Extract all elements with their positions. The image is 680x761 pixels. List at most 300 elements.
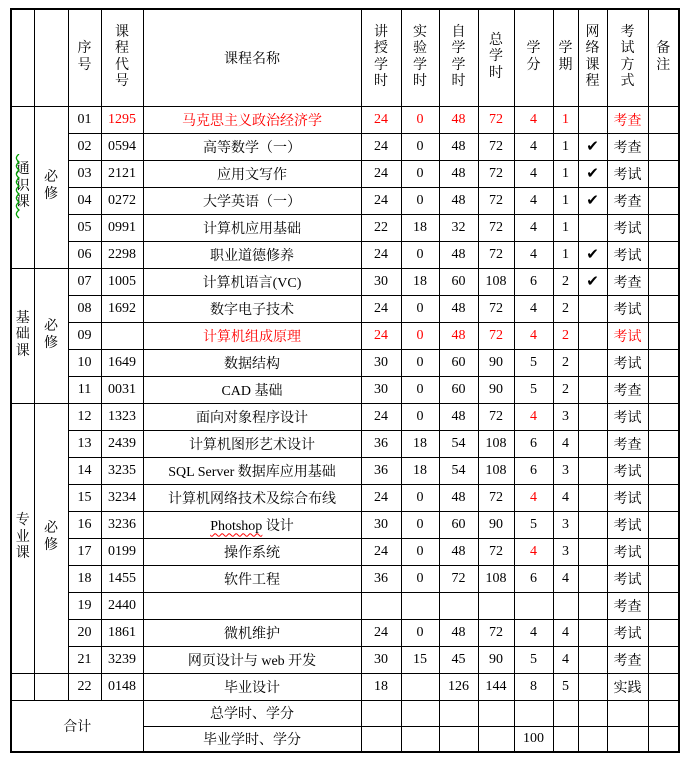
credit-cell: 4 xyxy=(514,160,553,187)
course-name-cell: 软件工程 xyxy=(143,565,361,592)
seq-cell: 19 xyxy=(68,592,101,619)
lab-hours-cell: 0 xyxy=(401,619,439,646)
seq-cell: 22 xyxy=(68,673,101,700)
code-cell: 1005 xyxy=(101,268,143,295)
type-header-cell xyxy=(34,9,68,106)
lecture-hours-cell: 24 xyxy=(361,619,401,646)
seq-cell: 09 xyxy=(68,322,101,349)
course-name-cell: 高等数学（一） xyxy=(143,133,361,160)
lecture-hours-cell: 24 xyxy=(361,295,401,322)
total-hours-cell: 72 xyxy=(478,241,514,268)
note-cell xyxy=(648,376,679,403)
seq-cell: 02 xyxy=(68,133,101,160)
online-course-cell xyxy=(578,511,607,538)
category-header-cell xyxy=(11,9,34,106)
footer-exam-cell xyxy=(607,700,648,726)
lab-hours-cell: 0 xyxy=(401,160,439,187)
exam-type-cell: 考试 xyxy=(607,484,648,511)
lab-hours-header-label: 实验学时 xyxy=(413,24,427,90)
total-hours-cell: 108 xyxy=(478,565,514,592)
credit-header xyxy=(514,9,553,106)
code-cell: 0272 xyxy=(101,187,143,214)
seq-cell: 17 xyxy=(68,538,101,565)
term-cell: 1 xyxy=(553,187,578,214)
footer-credit-cell: 100 xyxy=(514,726,553,752)
seq-cell: 08 xyxy=(68,295,101,322)
note-cell xyxy=(648,268,679,295)
self-study-hours-cell: 72 xyxy=(439,565,478,592)
course-row xyxy=(11,214,679,241)
lab-hours-cell xyxy=(401,673,439,700)
seq-cell: 13 xyxy=(68,430,101,457)
footer-self-cell xyxy=(439,726,478,752)
note-cell xyxy=(648,403,679,430)
course-type-cell xyxy=(34,106,68,268)
self-study-hours-cell: 126 xyxy=(439,673,478,700)
note-cell xyxy=(648,484,679,511)
online-course-cell xyxy=(578,484,607,511)
course-row xyxy=(11,322,679,349)
course-name-cell: 数字电子技术 xyxy=(143,295,361,322)
credit-cell: 5 xyxy=(514,511,553,538)
note-cell xyxy=(648,241,679,268)
self-study-hours-cell: 48 xyxy=(439,133,478,160)
self-study-hours-cell: 48 xyxy=(439,619,478,646)
lecture-hours-cell: 24 xyxy=(361,484,401,511)
online-course-cell xyxy=(578,187,607,214)
term-cell: 2 xyxy=(553,268,578,295)
lecture-hours-cell: 30 xyxy=(361,268,401,295)
lab-hours-cell: 0 xyxy=(401,565,439,592)
note-cell xyxy=(648,322,679,349)
course-type-cell xyxy=(34,673,68,700)
lab-hours-cell xyxy=(401,592,439,619)
course-type-label: 必修 xyxy=(44,170,58,202)
code-cell: 3235 xyxy=(101,457,143,484)
total-hours-cell: 72 xyxy=(478,403,514,430)
lab-hours-cell: 18 xyxy=(401,214,439,241)
footer-credit-cell xyxy=(514,700,553,726)
footer-row-total xyxy=(11,700,679,726)
footer-total-cell xyxy=(478,726,514,752)
grammar-squiggle-icon xyxy=(14,154,20,220)
footer-note-cell xyxy=(648,700,679,726)
lecture-hours-cell: 24 xyxy=(361,160,401,187)
exam-type-cell: 考试 xyxy=(607,322,648,349)
exam-type-cell: 考查 xyxy=(607,646,648,673)
online-course-cell xyxy=(578,160,607,187)
seq-cell: 15 xyxy=(68,484,101,511)
total-hours-cell: 72 xyxy=(478,619,514,646)
course-name-cell: 马克思主义政治经济学 xyxy=(143,106,361,133)
exam-type-cell: 考查 xyxy=(607,133,648,160)
seq-cell: 05 xyxy=(68,214,101,241)
lecture-hours-cell xyxy=(361,592,401,619)
course-row xyxy=(11,106,679,133)
credit-cell: 6 xyxy=(514,565,553,592)
code-cell: 2298 xyxy=(101,241,143,268)
term-cell: 3 xyxy=(553,457,578,484)
total-hours-cell: 72 xyxy=(478,160,514,187)
code-cell: 0594 xyxy=(101,133,143,160)
course-row xyxy=(11,484,679,511)
credit-cell: 4 xyxy=(514,214,553,241)
total-hours-cell xyxy=(478,592,514,619)
lab-hours-cell: 0 xyxy=(401,484,439,511)
credit-cell: 4 xyxy=(514,322,553,349)
code-cell: 0031 xyxy=(101,376,143,403)
code-header-label: 课程代号 xyxy=(115,24,129,90)
online-course-cell xyxy=(578,619,607,646)
lecture-hours-cell: 24 xyxy=(361,322,401,349)
lecture-hours-cell: 24 xyxy=(361,538,401,565)
course-name-cell: SQL Server 数据库应用基础 xyxy=(143,457,361,484)
self-study-hours-header xyxy=(439,9,478,106)
lab-hours-cell: 0 xyxy=(401,241,439,268)
online-course-cell xyxy=(578,268,607,295)
check-icon: ✔ xyxy=(586,191,599,209)
footer-total-cell xyxy=(478,700,514,726)
code-header xyxy=(101,9,143,106)
note-cell xyxy=(648,214,679,241)
credit-cell: 6 xyxy=(514,430,553,457)
course-name-cell xyxy=(143,592,361,619)
online-course-header xyxy=(578,9,607,106)
self-study-hours-cell: 48 xyxy=(439,187,478,214)
lecture-hours-cell: 30 xyxy=(361,349,401,376)
credit-cell: 5 xyxy=(514,646,553,673)
note-cell xyxy=(648,592,679,619)
self-study-hours-cell: 48 xyxy=(439,538,478,565)
course-type-label: 必修 xyxy=(44,318,58,351)
lab-hours-cell: 18 xyxy=(401,457,439,484)
self-study-hours-cell: 48 xyxy=(439,295,478,322)
lab-hours-cell: 0 xyxy=(401,538,439,565)
course-name-cell: 计算机组成原理 xyxy=(143,322,361,349)
category-label: 专业课 xyxy=(15,513,30,562)
lab-hours-cell: 18 xyxy=(401,430,439,457)
note-cell xyxy=(648,619,679,646)
online-course-header-label: 网络课程 xyxy=(585,24,600,90)
credit-header-label: 学分 xyxy=(526,41,541,73)
course-name-cell: 操作系统 xyxy=(143,538,361,565)
exam-type-header xyxy=(607,9,648,106)
note-cell xyxy=(648,106,679,133)
term-cell: 1 xyxy=(553,133,578,160)
lab-hours-cell: 0 xyxy=(401,133,439,160)
footer-lab-cell xyxy=(401,700,439,726)
self-study-hours-cell: 48 xyxy=(439,106,478,133)
total-hours-cell: 90 xyxy=(478,349,514,376)
code-cell: 1323 xyxy=(101,403,143,430)
footer-online-cell xyxy=(578,700,607,726)
self-study-hours-cell: 60 xyxy=(439,349,478,376)
course-name-cell: 毕业设计 xyxy=(143,673,361,700)
total-hours-cell: 72 xyxy=(478,484,514,511)
exam-type-cell: 考试 xyxy=(607,538,648,565)
course-row xyxy=(11,349,679,376)
course-name-cell: 大学英语（一） xyxy=(143,187,361,214)
check-icon: ✔ xyxy=(586,272,599,290)
total-hours-credits-label-cell: 总学时、学分 xyxy=(143,700,361,726)
term-cell: 4 xyxy=(553,646,578,673)
exam-type-cell: 考试 xyxy=(607,160,648,187)
lecture-hours-cell: 22 xyxy=(361,214,401,241)
online-course-cell xyxy=(578,133,607,160)
note-cell xyxy=(648,187,679,214)
exam-type-cell: 考查 xyxy=(607,592,648,619)
self-study-hours-cell: 48 xyxy=(439,160,478,187)
total-label-cell: 合计 xyxy=(11,700,143,752)
total-hours-cell: 72 xyxy=(478,106,514,133)
self-study-hours-cell: 54 xyxy=(439,457,478,484)
note-header-label: 备注 xyxy=(656,41,671,73)
term-cell: 2 xyxy=(553,349,578,376)
course-name-cell: 面向对象程序设计 xyxy=(143,403,361,430)
total-hours-cell: 108 xyxy=(478,268,514,295)
online-course-cell xyxy=(578,457,607,484)
term-cell: 3 xyxy=(553,538,578,565)
course-name-cell: 计算机网络技术及综合布线 xyxy=(143,484,361,511)
lab-hours-cell: 15 xyxy=(401,646,439,673)
seq-cell: 11 xyxy=(68,376,101,403)
online-course-cell xyxy=(578,430,607,457)
lab-hours-cell: 0 xyxy=(401,403,439,430)
exam-type-cell: 考查 xyxy=(607,268,648,295)
header-row xyxy=(11,9,679,106)
course-row xyxy=(11,457,679,484)
note-cell xyxy=(648,349,679,376)
credit-cell xyxy=(514,592,553,619)
category-label: 通识课 xyxy=(15,162,30,211)
exam-type-cell: 考试 xyxy=(607,403,648,430)
exam-type-cell: 考试 xyxy=(607,619,648,646)
course-row xyxy=(11,268,679,295)
exam-type-cell: 考试 xyxy=(607,349,648,376)
note-cell xyxy=(648,295,679,322)
seq-cell: 04 xyxy=(68,187,101,214)
credit-cell: 8 xyxy=(514,673,553,700)
credit-cell: 4 xyxy=(514,484,553,511)
lecture-hours-cell: 36 xyxy=(361,565,401,592)
term-cell: 4 xyxy=(553,484,578,511)
lecture-hours-header-label: 讲授学时 xyxy=(374,24,388,90)
total-hours-cell: 90 xyxy=(478,646,514,673)
self-study-hours-cell: 45 xyxy=(439,646,478,673)
lab-hours-cell: 0 xyxy=(401,187,439,214)
code-cell: 3239 xyxy=(101,646,143,673)
total-hours-cell: 108 xyxy=(478,457,514,484)
term-cell: 2 xyxy=(553,322,578,349)
total-hours-cell: 108 xyxy=(478,430,514,457)
self-study-hours-cell: 60 xyxy=(439,376,478,403)
seq-cell: 10 xyxy=(68,349,101,376)
note-cell xyxy=(648,673,679,700)
term-cell: 2 xyxy=(553,376,578,403)
seq-cell: 03 xyxy=(68,160,101,187)
lecture-hours-cell: 36 xyxy=(361,457,401,484)
exam-type-cell: 考查 xyxy=(607,376,648,403)
online-course-cell xyxy=(578,646,607,673)
seq-cell: 06 xyxy=(68,241,101,268)
note-cell xyxy=(648,538,679,565)
lab-hours-cell: 0 xyxy=(401,106,439,133)
lecture-hours-cell: 30 xyxy=(361,646,401,673)
lab-hours-cell: 0 xyxy=(401,295,439,322)
course-name-cell: 计算机图形艺术设计 xyxy=(143,430,361,457)
credit-cell: 4 xyxy=(514,133,553,160)
lecture-hours-cell: 18 xyxy=(361,673,401,700)
term-cell: 4 xyxy=(553,430,578,457)
term-cell: 1 xyxy=(553,241,578,268)
footer-lecture-cell xyxy=(361,700,401,726)
lecture-hours-cell: 24 xyxy=(361,241,401,268)
term-cell: 1 xyxy=(553,106,578,133)
code-cell: 0148 xyxy=(101,673,143,700)
total-hours-header xyxy=(478,9,514,106)
lab-hours-cell: 0 xyxy=(401,376,439,403)
term-cell: 1 xyxy=(553,160,578,187)
lab-hours-cell: 0 xyxy=(401,349,439,376)
credit-cell: 5 xyxy=(514,349,553,376)
online-course-cell xyxy=(578,565,607,592)
course-row xyxy=(11,592,679,619)
self-study-hours-header-label: 自学学时 xyxy=(451,24,466,90)
course-row xyxy=(11,565,679,592)
self-study-hours-cell: 60 xyxy=(439,511,478,538)
exam-type-cell: 实践 xyxy=(607,673,648,700)
lecture-hours-cell: 30 xyxy=(361,376,401,403)
course-name-cell: 微机维护 xyxy=(143,619,361,646)
lab-hours-cell: 0 xyxy=(401,322,439,349)
course-name-cell: 网页设计与 web 开发 xyxy=(143,646,361,673)
course-row xyxy=(11,538,679,565)
online-course-cell xyxy=(578,376,607,403)
course-row xyxy=(11,646,679,673)
course-type-cell xyxy=(34,403,68,673)
footer-exam-cell xyxy=(607,726,648,752)
online-course-cell xyxy=(578,403,607,430)
footer-term-cell xyxy=(553,726,578,752)
note-cell xyxy=(648,457,679,484)
course-row xyxy=(11,673,679,700)
term-cell: 1 xyxy=(553,214,578,241)
credit-cell: 4 xyxy=(514,619,553,646)
name-header-label: 课程名称 xyxy=(224,51,280,67)
course-name-rest: 设计 xyxy=(262,518,294,534)
check-icon: ✔ xyxy=(586,164,599,182)
course-row xyxy=(11,187,679,214)
self-study-hours-cell: 48 xyxy=(439,403,478,430)
footer-term-cell xyxy=(553,700,578,726)
term-cell: 3 xyxy=(553,403,578,430)
code-cell: 1692 xyxy=(101,295,143,322)
category-cell xyxy=(11,106,34,268)
category-cell xyxy=(11,673,34,700)
code-cell: 2439 xyxy=(101,430,143,457)
online-course-cell xyxy=(578,241,607,268)
exam-type-cell: 考试 xyxy=(607,214,648,241)
total-hours-cell: 72 xyxy=(478,538,514,565)
self-study-hours-cell: 48 xyxy=(439,241,478,268)
check-icon: ✔ xyxy=(586,137,599,155)
seq-cell: 21 xyxy=(68,646,101,673)
footer-self-cell xyxy=(439,700,478,726)
course-name-cell: 数据结构 xyxy=(143,349,361,376)
course-name-cell: CAD 基础 xyxy=(143,376,361,403)
lecture-hours-cell: 30 xyxy=(361,511,401,538)
exam-type-header-label: 考试方式 xyxy=(620,24,635,90)
note-cell xyxy=(648,511,679,538)
course-row xyxy=(11,376,679,403)
total-hours-cell: 72 xyxy=(478,295,514,322)
term-cell: 4 xyxy=(553,619,578,646)
self-study-hours-cell: 60 xyxy=(439,268,478,295)
total-hours-cell: 90 xyxy=(478,511,514,538)
code-cell: 2121 xyxy=(101,160,143,187)
course-row xyxy=(11,160,679,187)
exam-type-cell: 考查 xyxy=(607,187,648,214)
exam-type-cell: 考试 xyxy=(607,565,648,592)
credit-cell: 4 xyxy=(514,538,553,565)
credit-cell: 5 xyxy=(514,376,553,403)
online-course-cell xyxy=(578,106,607,133)
term-cell: 4 xyxy=(553,565,578,592)
credit-cell: 4 xyxy=(514,403,553,430)
credit-cell: 4 xyxy=(514,106,553,133)
seq-cell: 18 xyxy=(68,565,101,592)
code-cell: 0199 xyxy=(101,538,143,565)
code-cell: 0991 xyxy=(101,214,143,241)
self-study-hours-cell: 32 xyxy=(439,214,478,241)
course-row xyxy=(11,295,679,322)
misspelled-word: Photshop xyxy=(210,518,263,534)
total-hours-cell: 72 xyxy=(478,133,514,160)
exam-type-cell: 考试 xyxy=(607,457,648,484)
seq-cell: 01 xyxy=(68,106,101,133)
credit-cell: 4 xyxy=(514,241,553,268)
course-name-cell xyxy=(143,511,361,538)
footer-lab-cell xyxy=(401,726,439,752)
total-hours-cell: 72 xyxy=(478,187,514,214)
course-name-cell: 应用文写作 xyxy=(143,160,361,187)
code-cell: 3234 xyxy=(101,484,143,511)
course-row xyxy=(11,133,679,160)
name-header xyxy=(143,9,361,106)
note-cell xyxy=(648,133,679,160)
category-cell xyxy=(11,403,34,673)
code-cell: 1455 xyxy=(101,565,143,592)
lecture-hours-header xyxy=(361,9,401,106)
self-study-hours-cell: 48 xyxy=(439,322,478,349)
exam-type-cell: 考试 xyxy=(607,295,648,322)
online-course-cell xyxy=(578,673,607,700)
category-cell xyxy=(11,268,34,403)
exam-type-cell: 考查 xyxy=(607,430,648,457)
seq-header-label: 序号 xyxy=(77,41,92,73)
course-row xyxy=(11,511,679,538)
course-row xyxy=(11,430,679,457)
lecture-hours-cell: 24 xyxy=(361,106,401,133)
course-type-cell xyxy=(34,268,68,403)
online-course-cell xyxy=(578,538,607,565)
code-cell: 1649 xyxy=(101,349,143,376)
course-row xyxy=(11,403,679,430)
total-hours-cell: 90 xyxy=(478,376,514,403)
exam-type-cell: 考查 xyxy=(607,106,648,133)
self-study-hours-cell: 54 xyxy=(439,430,478,457)
category-label: 基础课 xyxy=(15,310,30,359)
